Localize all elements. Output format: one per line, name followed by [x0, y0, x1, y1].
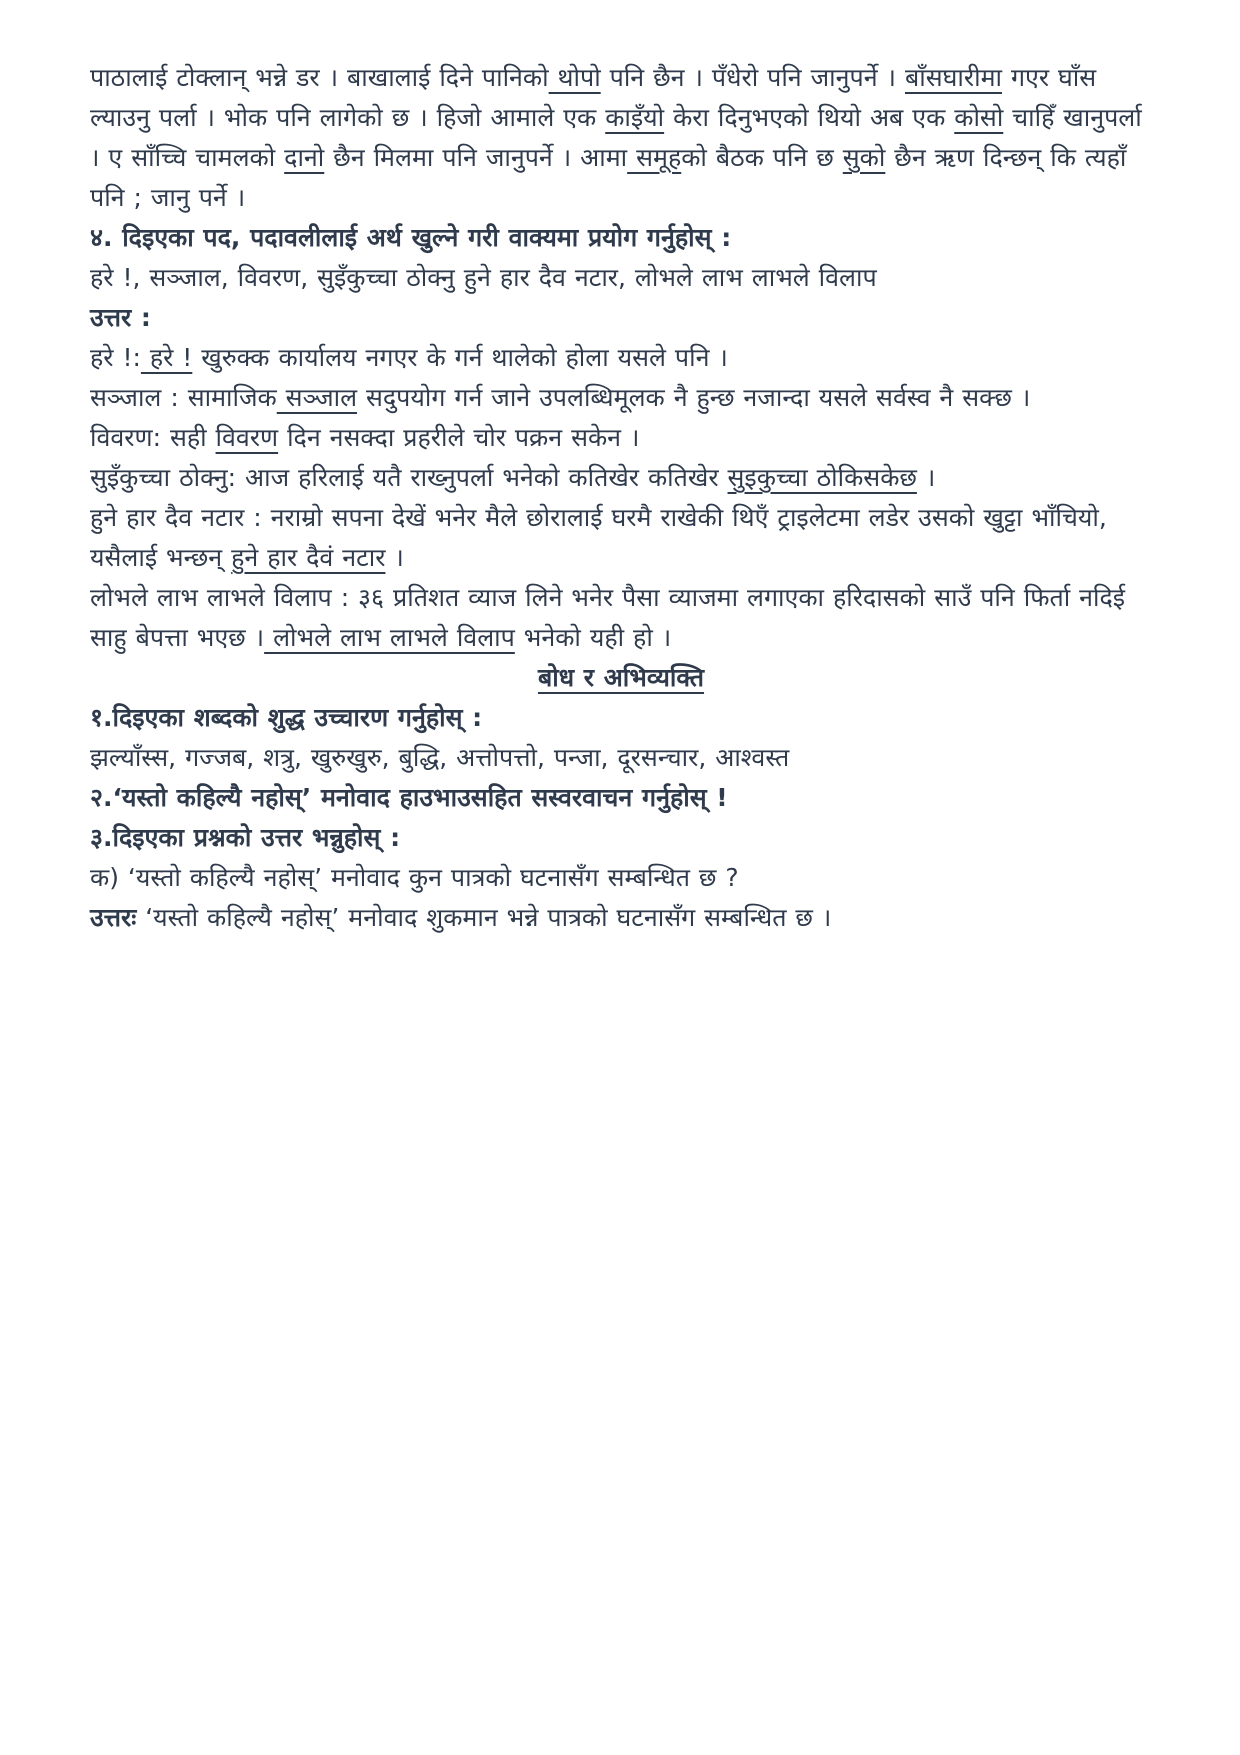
question-3-heading [90, 818, 1152, 858]
answer-label [90, 298, 1152, 338]
underlined-text: विवरण [215, 423, 279, 452]
text-run: झल्याँस्स, गज्जब, शत्रु, खुरुखुरु, बुद्धि, अत्तोपत्तो, पन्जा, दूरसन्चार, आश्वस्त [90, 743, 790, 772]
underlined-text: कोसो [954, 103, 1004, 132]
underlined-text: दानो [284, 143, 325, 172]
bold-text: उत्तरः [90, 903, 137, 932]
question-2-heading [90, 778, 1152, 818]
underlined-text: सञ्जाल [276, 383, 358, 412]
text-run: भनेको यही हो । [514, 623, 672, 652]
question-1-words [90, 738, 1152, 778]
text-run: सञ्जाल : सामाजिक [90, 383, 277, 412]
text-run: उत्तर : [90, 303, 151, 332]
answer-hare [90, 338, 1152, 378]
text-run: १.दिइएका शब्दको शुद्ध उच्चारण गर्नुहोस् : [90, 703, 483, 732]
text-run: ‘यस्तो कहिल्यै नहोस्’ मनोवाद शुकमान भन्ने पात्रको घटनासँग सम्बन्धित छ । [136, 903, 832, 932]
underlined-text: बाँसघारीमा [904, 63, 1002, 92]
text-run: । [385, 543, 404, 572]
question-1-heading [90, 698, 1152, 738]
text-run: दिन नसक्दा प्रहरीले चोर पक्रन सकेन । [278, 423, 640, 452]
question-4-heading [90, 218, 1152, 258]
underlined-text: समूह [627, 143, 682, 172]
text-run: २.‘यस्तो कहिल्यै नहोस्’ मनोवाद हाउभाउसहित सस्वरवाचन गर्नुहोस् ! [90, 783, 728, 812]
answer-vivaran [90, 418, 1152, 458]
underlined-text: सुइकुच्चा ठोकिसकेछ [727, 463, 917, 492]
text-run: हरे !, सञ्जाल, विवरण, सुइँकुच्चा ठोक्नु हुने हार दैव नटार, लोभले लाभ लाभले विलाप [90, 263, 877, 292]
question-3a-answer [90, 898, 1152, 938]
underlined-text: थोपो [548, 63, 601, 92]
text-run: । [916, 463, 936, 492]
text-run: केरा दिनुभएको थियो अब एक [664, 103, 955, 132]
underlined-text: सुको [842, 143, 886, 172]
text-run: को बैठक पनि छ [681, 143, 843, 172]
text-run: लोभले लाभ लाभले विलाप : ३६ प्रतिशत व्याज लिने भनेर पैसा व्याजमा लगाएका हरिदासको साउँ पनि फिर्ता नदिई साहु बेपत्ता भएछ । [90, 583, 1126, 652]
text-run: क) ‘यस्तो कहिल्यै नहोस्’ मनोवाद कुन पात्रको घटनासँग सम्बन्धित छ ? [90, 863, 739, 892]
underlined-text: हुने हार दैवं नटार [231, 543, 386, 572]
text-run: हुने हार दैव नटार : नराम्रो सपना देखें भनेर मैले छोरालाई घरमै राखेकी थिएँ ट्राइलेटमा लडेर उसको खुट्टा भाँचियो, यसैलाई भन्छन् [90, 503, 1107, 572]
answer-suikuchcha [90, 458, 1152, 498]
answer-hune-har [90, 498, 1152, 578]
text-run: ३.दिइएका प्रश्नको उत्तर भन्नुहोस् : [90, 823, 401, 852]
question-3a [90, 858, 1152, 898]
section-heading-bodh-abhivyakti [90, 658, 1152, 698]
text-run: बोध र अभिव्यक्ति [537, 663, 705, 692]
text-run: विवरण: सही [90, 423, 216, 452]
answer-lobhle [90, 578, 1152, 658]
text-run: खुरुक्क कार्यालय नगएर के गर्न थालेको होला यसले पनि । [192, 343, 728, 372]
text-run: गएर घाँस ल्याउनु पर्ला । भोक पनि लागेको छ । हिजो आमाले एक [90, 63, 1097, 132]
underlined-text: हरे ! [140, 343, 193, 372]
text-run: हरे !: [90, 343, 141, 372]
text-run: सुइँकुच्चा ठोक्नु: आज हरिलाई यतै राख्नुपर्ला भनेको कतिखेर कतिखेर [90, 463, 728, 492]
text-run: छैन मिलमा पनि जानुपर्ने । आमा [324, 143, 628, 172]
text-run: पनि छैन । पँधेरो पनि जानुपर्ने । [600, 63, 905, 92]
text-run: ४. दिइएका पद, पदावलीलाई अर्थ खुल्ने गरी वाक्यमा प्रयोग गर्नुहोस् : [90, 223, 732, 252]
underlined-text: लोभले लाभ लाभले विलाप [264, 623, 515, 652]
question-4-items [90, 258, 1152, 298]
text-run: छैन ऋण दिन्छन् कि त्यहाँ पनि ; जानु पर्ने । [90, 143, 1127, 212]
text-run: सदुपयोग गर्न जाने उपलब्धिमूलक नै हुन्छ नजान्दा यसले सर्वस्व नै सक्छ । [357, 383, 1031, 412]
answer-sanjal [90, 378, 1152, 418]
underlined-text: काइँयो [605, 103, 665, 132]
text-run: पाठालाई टोक्लान् भन्ने डर । बाखालाई दिने पानिको [90, 63, 549, 92]
text-run: चाहिँ खानुपर्ला । ए साँच्चि चामलको [90, 103, 1142, 172]
intro-paragraph [90, 58, 1152, 218]
